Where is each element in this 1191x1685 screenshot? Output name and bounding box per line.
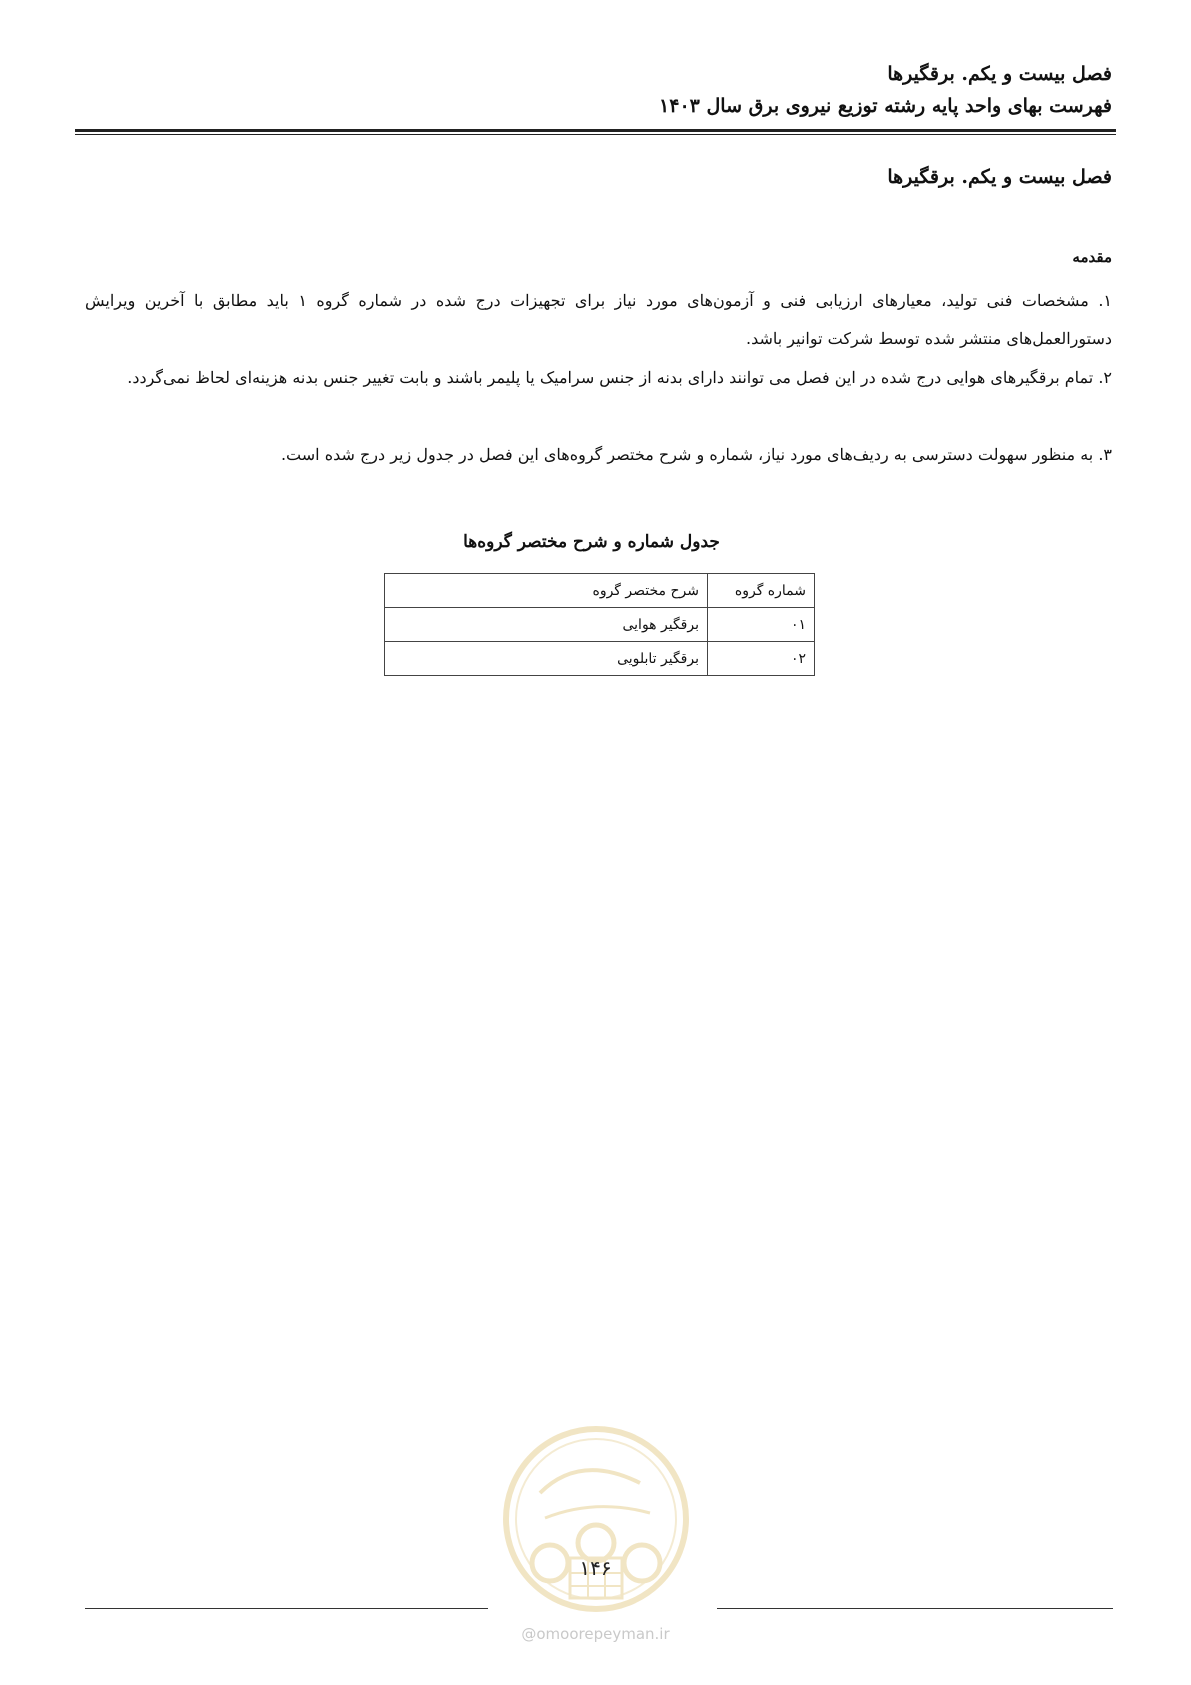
table-header-group-description: شرح مختصر گروه [385,574,708,608]
table-cell-group-number: ۰۱ [708,608,815,642]
intro-heading: مقدمه [1072,248,1112,266]
table-cell-group-number: ۰۲ [708,642,815,676]
header-chapter-title: فصل بیست و یکم. برقگیرها [887,63,1112,85]
footer-divider-left [85,1608,488,1609]
page-number: ۱۴۶ [579,1556,612,1580]
table-row [385,608,815,642]
footer-divider-right [717,1608,1113,1609]
table-cell-group-description: برقگیر تابلویی [385,642,708,676]
table-row [385,642,815,676]
table-header-group-number: شماره گروه [708,574,815,608]
watermark-text: @omoorepeyman.ir [521,1625,670,1643]
section-title: فصل بیست و یکم. برقگیرها [887,166,1112,188]
table-title-text: جدول شماره و شرح مختصر گروه‌ها [463,532,720,552]
intro-paragraph-2: ۲. تمام برقگیرهای هوایی درج شده در این فصل می توانند دارای بدنه از جنس سرامیک یا پلیمر باشند و بابت تغییر جنس بدنه هزینه‌ای لحاظ نمی‌گردد. [127,368,1112,387]
intro-paragraph-3: ۳. به منظور سهولت دسترسی به ردیف‌های مورد نیاز، شماره و شرح مختصر گروه‌های این فصل در جدول زیر درج شده است. [280,445,1112,464]
header-divider-thin [75,134,1116,135]
table-header-row [385,574,815,608]
groups-table [384,573,815,676]
intro-paragraph-1: ۱. مشخصات فنی تولید، معیارهای ارزیابی فنی و آزمون‌های مورد نیاز برای تجهیزات درج شده در شماره گروه ۱ باید مطابق با آخرین ویرایش دستورالعمل‌های منتشر شده توسط شرکت توانیر باشد. [85,291,1113,348]
table-title [0,532,1191,552]
header-divider-thick [75,129,1116,132]
header-document-title: فهرست بهای واحد پایه رشته توزیع نیروی برق سال ۱۴۰۳ [659,95,1112,117]
table-cell-group-description: برقگیر هوایی [385,608,708,642]
watermark-logo [500,1423,692,1623]
page-header [75,58,1112,122]
